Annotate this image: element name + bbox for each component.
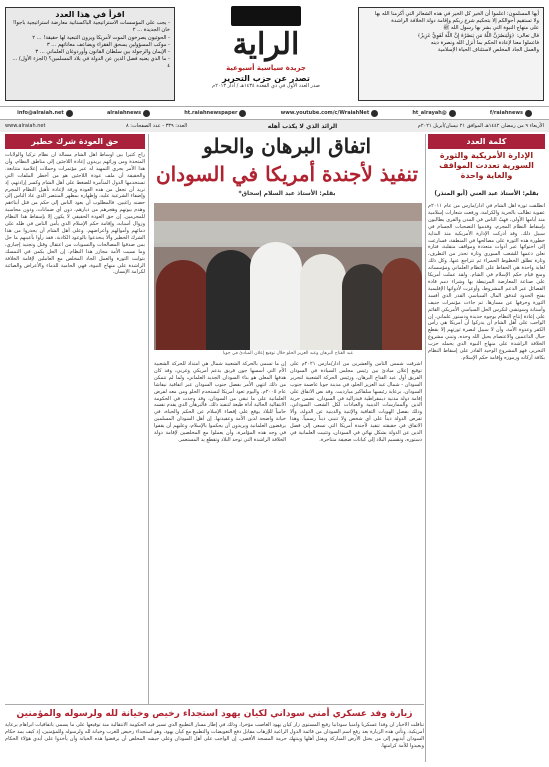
quote-line: على منهاج النبوة التي بشر بها رسول الله ﷺ bbox=[443, 25, 539, 32]
column-divider bbox=[148, 134, 149, 704]
quote-line: قال تعالى: ﴿وَلَيَنصُرَنَّ اللَّهُ مَن يَنصُرُهُ إِنَّ اللَّهَ لَقَوِيٌّ عَزِيزٌ﴾ bbox=[417, 32, 539, 39]
editorial-heading: كلمة العدد bbox=[428, 134, 545, 149]
section-divider bbox=[5, 704, 424, 705]
bottom-headline[interactable]: زيارة وفد عسكري أمني سوداني لكيان يهود استجداء رخيص وخيانة لله ولرسوله والمؤمنين bbox=[16, 709, 413, 719]
left-article-body: راج كثيراً بين أوساط أهل الشام مسألة أن نظام تركيا والولايات المتحدة ومن ورائهم يريدون إعادة اللاجئين إلى مناطق النظام، وأن هذا الأمر يجري التمهيد له عبر مؤتمرات وحملات إعلامية متتابعة. والحقيقة أن ملف عودة اللاجئين هو من أخطر الملفات التي تستخدمها الدول المتآمرة للضغط على أهل الشام وكسر إرادتهم، إذ تريد أن تجعل من هذه العودة ورقة لإعادة تأهيل النظام المجرم وإضفاء الشرعية عليه، وإظهاره بمظهر المنتصر الذي عاد الناس إلى حضنه راغبين. فالمطلوب أن يعود الناس إلى حكم من قتل أبناءهم وهدم بيوتهم وهجرهم من ديارهم، دون أي ضمانات، ودون محاسبة للمجرمين. إن حق العودة الحقيقي لا يكون إلا بإسقاط هذا النظام وزوال أسبابه، وإقامة حكم الإسلام الذي يأمن الناس في ظله على دمائهم وأموالهم وأعراضهم. وعلى أهل الشام أن يحذروا من هذا الشرك الخطير وألا ينخدعوا بالوعود الكاذبة، فقد رأوا بأعينهم ما حل بمن صدقوا المصالحات والتسويات من اعتقال وقتل وتجنيد إجباري، وما نسيت الأمة مجازر هذا النظام. إن الحل يكمن في التمسك بثوابت الثورة والعمل الجاد المخلص مع العاملين لإقامة الخلافة الراشدة على منهاج النبوة، فهي الحامية للدماء والأعراض والصائنة لكرامة الإنسان. bbox=[5, 152, 145, 276]
main-article-column: أشرقت شمس الثامن والعشرين من آذار/مارس ٢٠٢١م على توقيع إعلان مبادئ بين رئيس مجلس السيادة في السودان الفريق أول عبد الفتاح البرهان، ورئيس الحركة الشعبية لتحرير السودان - شمال عبد العزيز الحلو، في مدينة جوبا عاصمة جنوب السودان، برعاية رئيسها سلفاكير ميارديت. وقد نص الاتفاق على إقامة دولة مدنية ديمقراطية فيدرالية في السودان، تضمن حرية الدين والممارسات الدينية والعبادات لكل الشعب السوداني، وذلك بفصل الهويات الثقافية والإثنية والدينية عن الدولة، وألا تفرض الدولة ديناً على أي شخص ولا تتبنى ديناً رسمياً. وهذا الاتفاق في حقيقته تنفيذ لأجندة أمريكا التي تسعى إلى فصل الدين عن الدولة بشكل نهائي في السودان، وتثبيت العلمانية في دستوره، وتقسيم البلاد إلى كيانات ضعيفة متناحرة. bbox=[290, 361, 422, 443]
social-link[interactable] bbox=[412, 110, 455, 117]
issue-item[interactable]: - موكب المسؤولين يسحق الفقراء ويضاعف معاناتهم ... ٣ bbox=[46, 41, 170, 48]
social-link[interactable] bbox=[17, 110, 73, 117]
editorial-title[interactable]: الإدارة الأمريكية والثورة السورية تعددت المواقف والغاية واحدة bbox=[439, 151, 534, 180]
masthead-quote-box bbox=[358, 7, 544, 101]
quote-line: والعمل الجاد المخلص لاستئناف الحياة الإسلامية bbox=[437, 47, 539, 54]
quote-line: فاعملوا معنا لإعادة الحكم بما أنزل الله ونصرة دينه bbox=[430, 39, 539, 46]
main-byline: بقلم: الأستاذ عبد السلام إسحاق* bbox=[238, 190, 336, 197]
issue-number: العدد: ٣٣٩ - عدد الصفحات: ٨ bbox=[125, 123, 188, 129]
issue-item[interactable]: - الإيمان والرجولة بين سلطان القانون وأوردوغان العلماني ... ٣ bbox=[35, 49, 170, 56]
flag-icon bbox=[231, 6, 301, 26]
instagram-icon bbox=[143, 110, 150, 117]
youtube-icon bbox=[371, 110, 378, 117]
logo-name: الراية bbox=[232, 27, 300, 62]
quote-line: ولا تستقيم أحوالكم إلا بتحكيم شرع ربكم وإقامة دولة الخلافة الراشدة bbox=[391, 18, 539, 25]
issue-item[interactable]: - يجب على المؤسسات الاستراتيجية الباكستانية معارضة استراتيجية باجوا! خان الجديدة ... ٢ bbox=[12, 20, 170, 34]
newspaper-logo[interactable] bbox=[178, 6, 354, 102]
telegram-icon bbox=[239, 110, 246, 117]
logo-tagline: جريدة سياسية أسبوعية bbox=[226, 64, 306, 72]
twitter-icon bbox=[449, 110, 456, 117]
social-label: alraiahnews bbox=[106, 110, 142, 116]
person-figure bbox=[156, 260, 210, 350]
person-figure bbox=[342, 264, 386, 350]
bottom-article-body: تناقلت الأخبار أن وفداً عسكرياً وأمنياً سودانياً رفيع المستوى زار كيان يهود الغاصب مؤخراً، وذلك في إطار مسار التطبيع الذي تسير فيه الحكومة الانتقالية منذ توقيعها على ما يسمى باتفاقيات أبراهام برعاية أمريكية. وتأتي هذه الزيارة بعد رفع اسم السودان من قائمة الدول الراعية للإرهاب مقابل دفع التعويضات والتطبيع مع كيان يهود، وهو استجداء رخيص للغرب وخيانة لله ولرسوله وللمؤمنين، إذ كيف يمد حكام السودان أيديهم إلى من يحتل الأرض المباركة ويقتل أهلها وينتهك حرمة المسجد الأقصى. إن الواجب على أهل السودان وعلى جيشه المخلص أن يرفضوا هذه الخيانة وأن يأخذوا على أيدي هؤلاء الحكام ويعيدوا للأمة كرامتها. bbox=[5, 722, 424, 749]
site-link[interactable]: www.alraiah.net bbox=[5, 123, 46, 129]
photo-banner bbox=[154, 221, 422, 247]
main-subheadline[interactable]: تنفيذ لأجندة أمريكا في السودان bbox=[155, 162, 419, 186]
masthead bbox=[0, 0, 549, 106]
editorial-author: بقلم: الأستاذ عبد الغني (أبو المنذر) bbox=[434, 190, 539, 197]
social-label: www.youtube.com/c/WraiahNet bbox=[280, 110, 370, 116]
social-link[interactable] bbox=[107, 110, 150, 117]
slogan: الرائد الذي لا يكذب أهله bbox=[267, 122, 338, 130]
social-link[interactable] bbox=[184, 110, 246, 117]
column-divider bbox=[425, 134, 426, 762]
main-article-column: إن ما تسمى بالحركة الشعبية شمال هي امتداد للحركة الشعبية الأم التي أسسها جون قرنق بدعم أمريكي وغربي، وقد كان هدفها المعلن هو بناء السودان الجديد العلماني، ولما لم تتمكن من ذلك انتهى الأمر بفصل جنوب السودان عبر اتفاقية نيفاشا عام ٢٠٠٥م. واليوم تعود أمريكا لتستخدم الحلو ومن معه لفرض العلمانية على ما تبقى من السودان، وقد وجدت في الحكومة الانتقالية الحالية أداة طيعة لتنفيذ ذلك. فالبرهان الذي يقدم نفسه حامياً للبلاد يوقع على إقصاء الإسلام عن الحكم والحياة، في خيانة واضحة لدين الأمة وعقيدتها. إن أهل السودان المسلمين يرفضون العلمانية ويريدون أن يحكموا بالإسلام، وعليهم أن يقفوا في وجه هذه المؤامرة، وأن يعملوا مع المخلصين لإقامة دولة الخلافة الراشدة التي توحد البلاد وتقطع يد المستعمر. bbox=[154, 361, 286, 443]
photo-caption: عبد الفتاح البرهان وعبد العزيز الحلو خلال توقيع إعلان المبادئ في جوبا bbox=[222, 351, 354, 356]
person-figure bbox=[382, 258, 422, 350]
in-this-issue-title: اقرأ في هذا العدد bbox=[55, 10, 125, 19]
left-article-heading[interactable]: حق العودة شرك خطير bbox=[5, 134, 145, 149]
person-figure bbox=[300, 254, 346, 350]
social-link[interactable] bbox=[281, 110, 379, 117]
logo-publisher: تصدر عن حزب التحرير bbox=[222, 74, 310, 83]
main-headline[interactable]: اتفاق البرهان والحلو bbox=[203, 134, 371, 158]
issue-date: الأربعاء ٩ من رمضان ١٤٤٢هـ الموافق ٢١ نيسان/أبريل ٢٠٢١م bbox=[417, 123, 544, 129]
social-link[interactable] bbox=[490, 110, 532, 117]
email-icon bbox=[66, 110, 73, 117]
quote-line: أيها المسلمون: اعلموا أن الخير كل الخير في هذه الشعائر التي أكرمنا الله بها bbox=[374, 11, 539, 17]
in-this-issue-box bbox=[5, 7, 175, 101]
issue-item[interactable]: - الحوثيون يصرخون الموت لأمريكا ويرون التبعية لها حقيقة! ... ٢ bbox=[32, 34, 170, 41]
facebook-icon bbox=[525, 110, 532, 117]
social-label: f/raiahnews bbox=[489, 110, 523, 116]
date-bar bbox=[0, 120, 549, 132]
main-photo bbox=[154, 203, 422, 350]
issue-item[interactable]: - ما الذي يعنيه فصل الدين عن الدولة في بلاد المسلمين؟ (الجزء الأول) ... ٤ bbox=[12, 56, 170, 70]
social-bar bbox=[0, 106, 549, 120]
social-label: @ht_alrayah bbox=[412, 110, 447, 116]
editorial-body: انطلقت ثورة أهل الشام في آذار/مارس من عام ٢٠١١م عفوية تطالب بالحرية والكرامة، ورفعت شعارات إسلامية منذ أيامها الأولى، فهبّ الناس في المدن والقرى يطالبون بإسقاط النظام المجرم، وقدموا التضحيات الجسام في سبيل ذلك. وقد أدركت الإدارة الأمريكية منذ البداية خطورة هذه الثورة على مصالحها في المنطقة، فسارعت إلى احتوائها عبر أدوات متعددة ومواقف متقلبة، فتارة تعلن دعمها للشعب السوري وتارة تحذر من التطرف، وتارة تطلق الخطوط الحمراء ثم تتراجع عنها، وكل ذلك لغاية واحدة هي الحفاظ على النظام العلماني ومؤسساته ومنع قيام حكم الإسلام في الشام. ولقد عملت أمريكا على صناعة المعارضة المرتبطة بها وشراء ذمم قادة الفصائل عبر الدعم المشروط، وأوعزت لأدواتها الإقليمية بفتح الحدود لتدفق المال السياسي القذر الذي أفسد الثورة وحرفها عن مسارها. ثم جاءت مؤتمرات جنيف وأستانة وسوتشي لتكرس الحل السياسي الأمريكي القائم على إعادة إنتاج النظام بوجوه جديدة ودستور علماني. إن الواجب على أهل الشام أن يدركوا أن أمريكا هي رأس الكفر وعدوة الأمة، وأن لا سبيل لنصرة ثورتهم إلا بقطع حبال الداعمين والاعتصام بحبل الله وحده، وتبني مشروع الخلافة الراشدة على منهاج النبوة الذي يحمله حزب التحرير، فهو المشروع الوحيد القادر على إسقاط النظام بكافة أركانه ورموزه وإقامة حكم الإسلام. bbox=[428, 203, 545, 361]
social-label: ht.raiahnewspaper bbox=[184, 110, 238, 116]
logo-issue-line: صدر العدد الأول في ذي القعدة ١٤٣٤هـ / آذار ٢٠١٣م bbox=[212, 83, 320, 89]
social-label: info@alraiah.net bbox=[17, 110, 64, 116]
person-figure bbox=[250, 242, 302, 350]
person-figure bbox=[206, 250, 256, 350]
